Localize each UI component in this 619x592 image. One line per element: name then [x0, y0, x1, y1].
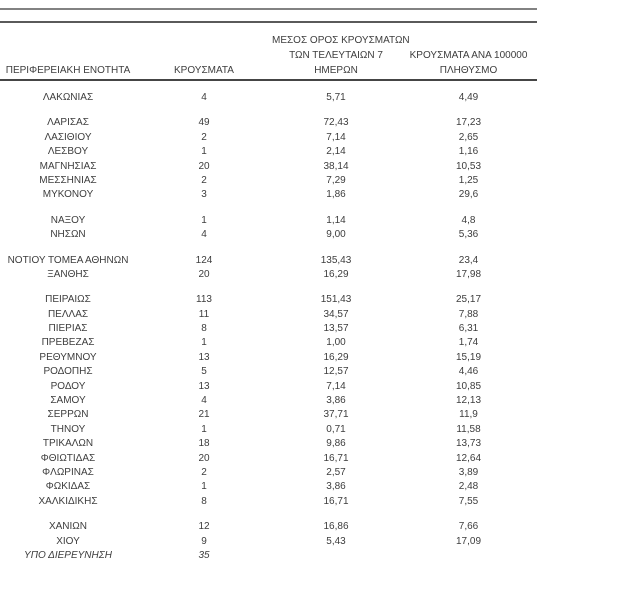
cases-value: 1: [201, 423, 207, 435]
per100k-value: 7,88: [458, 308, 479, 320]
avg7-value: 16,71: [323, 452, 349, 464]
region-name: ΛΕΣΒΟΥ: [47, 146, 89, 158]
table-row: [0, 549, 537, 563]
cases-value: 3: [201, 189, 207, 201]
top-rule-thick: [0, 21, 537, 23]
avg7-value: 72,43: [323, 117, 349, 129]
header-avg-7-days-line3: ΗΜΕΡΩΝ: [314, 65, 358, 76]
region-name: ΧΑΛΚΙΔΙΚΗΣ: [38, 495, 98, 507]
header-cases-per-100k-line2: ΠΛΗΘΥΣΜΟ: [439, 65, 498, 76]
avg7-value: 13,57: [323, 323, 349, 335]
table-row: [0, 365, 537, 379]
table-header-row: [0, 30, 537, 78]
avg7-value: 16,29: [323, 351, 349, 363]
table-row: [0, 268, 537, 282]
table-row: [0, 394, 537, 408]
avg7-value: 2,57: [326, 466, 346, 478]
cases-value: 4: [201, 92, 207, 103]
per100k-value: 11,9: [459, 409, 478, 421]
header-avg-7-days: [272, 33, 410, 78]
per100k-value: 12,64: [455, 452, 482, 464]
region-name: ΠΕΙΡΑΙΩΣ: [45, 294, 91, 306]
per100k-value: 10,85: [455, 380, 482, 392]
cases-value: 8: [201, 323, 207, 335]
table-row: [0, 336, 537, 350]
per100k-value: 25,17: [455, 294, 482, 306]
avg7-value: 34,57: [323, 308, 349, 320]
header-regional-unit-label: ΠΕΡΙΦΕΡΕΙΑΚΗ ΕΝΟΤΗΤΑ: [5, 65, 131, 76]
region-name: ΧΙΟΥ: [56, 535, 80, 547]
region-name: ΤΗΝΟΥ: [50, 423, 86, 435]
table-row: [0, 380, 537, 394]
per100k-value: 17,09: [455, 535, 482, 547]
table-row: [0, 520, 537, 534]
avg7-value: 3,86: [326, 395, 346, 407]
cases-value: 1: [201, 481, 207, 493]
per100k-value: 4,46: [458, 366, 479, 378]
cases-value: 21: [198, 409, 210, 421]
cases-value: 1: [201, 146, 207, 158]
per100k-value: 1,25: [458, 174, 479, 186]
cases-value: 13: [198, 380, 210, 392]
cases-value: 4: [201, 229, 207, 241]
per100k-value: 7,66: [458, 521, 479, 533]
region-name: ΣΕΡΡΩΝ: [47, 409, 89, 421]
table-row: [0, 116, 537, 130]
group-spacer: [0, 243, 537, 254]
avg7-value: 0,71: [326, 423, 346, 435]
region-name: ΤΡΙΚΑΛΩΝ: [42, 438, 94, 450]
avg7-value: 38,14: [323, 160, 349, 172]
table-row: [0, 408, 537, 422]
header-cases-label: ΚΡΟΥΣΜΑΤΑ: [174, 65, 234, 76]
table-row: [0, 293, 537, 307]
per100k-value: 2,48: [458, 481, 479, 493]
table-row: [0, 535, 537, 549]
table-body: [0, 81, 537, 563]
table-row: [0, 145, 537, 159]
region-name: ΠΕΛΛΑΣ: [47, 308, 89, 320]
region-name: ΝΟΤΙΟΥ ΤΟΜΕΑ ΑΘΗΝΩΝ: [7, 254, 129, 266]
per100k-value: 15,19: [455, 351, 482, 363]
per100k-value: 6,31: [458, 323, 479, 335]
header-regional-unit: [0, 63, 136, 78]
cases-value: 49: [198, 117, 210, 129]
per100k-value: 1,74: [458, 337, 479, 349]
per100k-value: 4,49: [458, 92, 479, 103]
avg7-value: 2,14: [326, 146, 346, 158]
cases-value: 11: [198, 308, 210, 320]
avg7-value: 1,00: [326, 337, 346, 349]
region-name: ΡΕΘΥΜΝΟΥ: [39, 351, 97, 363]
avg7-value: 151,43: [320, 294, 352, 306]
table-row: [0, 174, 537, 188]
region-name: ΜΥΚΟΝΟΥ: [42, 189, 94, 201]
avg7-value: 37,71: [323, 409, 349, 421]
avg7-value: 5,71: [326, 92, 346, 103]
per100k-value: 11,58: [456, 423, 481, 435]
per100k-value: 10,53: [455, 160, 482, 172]
region-name: ΡΟΔΟΠΗΣ: [43, 366, 93, 378]
avg7-value: 7,29: [326, 174, 346, 186]
table-row: [0, 437, 537, 451]
per100k-value: 23,4: [458, 254, 479, 266]
cases-value: 13: [198, 351, 210, 363]
region-name: ΡΟΔΟΥ: [50, 380, 86, 392]
region-name: ΝΑΞΟΥ: [50, 214, 86, 226]
region-name: ΛΑΣΙΘΙΟΥ: [44, 131, 92, 143]
top-rule-thin: [0, 8, 537, 10]
per100k-value: 1,16: [458, 146, 479, 158]
avg7-value: 12,57: [323, 366, 349, 378]
region-name: ΞΑΝΘΗΣ: [47, 268, 89, 280]
table-row: [0, 91, 537, 105]
per100k-value: 13,73: [455, 438, 482, 450]
region-name: ΠΡΕΒΕΖΑΣ: [41, 337, 95, 349]
avg7-value: 9,86: [326, 438, 346, 450]
cases-value: 1: [201, 337, 207, 349]
avg7-value: 16,86: [323, 521, 349, 533]
table-row: [0, 351, 537, 365]
per100k-value: 7,55: [458, 495, 479, 507]
per100k-value: 5,36: [458, 229, 479, 241]
region-name: ΦΩΚΙΔΑΣ: [45, 481, 91, 493]
avg7-value: 16,71: [323, 495, 349, 507]
cases-value: 18: [198, 438, 210, 450]
avg7-value: 7,14: [326, 131, 346, 143]
group-spacer: [0, 203, 537, 214]
cases-value: 4: [201, 395, 207, 407]
region-name: ΜΕΣΣΗΝΙΑΣ: [39, 174, 97, 186]
table-row: [0, 254, 537, 268]
cases-value: 113: [196, 294, 212, 306]
table-row: [0, 131, 537, 145]
header-avg-7-days-line2: ΤΩΝ ΤΕΛΕΥΤΑΙΩΝ 7: [289, 50, 383, 61]
table-row: [0, 452, 537, 466]
per100k-value: 29,6: [458, 189, 479, 201]
region-name: ΛΑΚΩΝΙΑΣ: [42, 92, 94, 103]
table-row: [0, 480, 537, 494]
cases-value: 2: [201, 131, 207, 143]
avg7-value: 1,14: [326, 214, 346, 226]
region-name: ΛΑΡΙΣΑΣ: [47, 117, 89, 129]
header-cases: [136, 63, 272, 78]
avg7-value: 9,00: [326, 229, 346, 241]
avg7-value: 7,14: [326, 380, 346, 392]
avg7-value: 5,43: [326, 535, 346, 547]
avg7-value: 3,86: [326, 481, 346, 493]
table-row: [0, 423, 537, 437]
cases-value: 35: [198, 549, 210, 561]
cases-value: 5: [201, 366, 207, 378]
region-name: ΥΠΟ ΔΙΕΡΕΥΝΗΣΗ: [24, 549, 112, 561]
per100k-value: 17,98: [455, 268, 482, 280]
cases-value: 20: [198, 268, 210, 280]
table-row: [0, 214, 537, 228]
cases-value: 2: [201, 466, 207, 478]
cases-value: 124: [195, 254, 213, 266]
per100k-value: 4,8: [461, 214, 476, 226]
header-avg-7-days-line1: ΜΕΣΟΣ ΟΡΟΣ ΚΡΟΥΣΜΑΤΩΝ: [272, 35, 410, 46]
table-row: [0, 466, 537, 480]
avg7-value: 1,86: [326, 189, 346, 201]
group-spacer: [0, 509, 537, 520]
group-spacer: [0, 105, 537, 116]
cases-value: 20: [198, 160, 210, 172]
table-row: [0, 308, 537, 322]
region-name: ΧΑΝΙΩΝ: [48, 521, 88, 533]
table-row: [0, 160, 537, 174]
header-cases-per-100k-line1: ΚΡΟΥΣΜΑΤΑ ΑΝΑ 100000: [409, 50, 528, 61]
region-name: ΦΛΩΡΙΝΑΣ: [42, 466, 94, 478]
per100k-value: 3,89: [458, 466, 479, 478]
cases-value: 9: [201, 535, 207, 547]
per100k-value: 17,23: [455, 117, 482, 129]
table-row: [0, 495, 537, 509]
cases-value: 1: [201, 214, 207, 226]
region-name: ΣΑΜΟΥ: [50, 395, 86, 407]
avg7-value: 135,43: [320, 254, 352, 266]
table-row: [0, 322, 537, 336]
region-name: ΜΑΓΝΗΣΙΑΣ: [39, 160, 97, 172]
table-row: [0, 228, 537, 242]
cases-value: 8: [201, 495, 207, 507]
cases-value: 2: [201, 174, 207, 186]
group-spacer: [0, 282, 537, 293]
header-cases-per-100k: [400, 48, 537, 78]
cases-value: 20: [198, 452, 210, 464]
region-name: ΦΘΙΩΤΙΔΑΣ: [40, 452, 96, 464]
per100k-value: 2,65: [458, 131, 479, 143]
table-row: [0, 188, 537, 202]
avg7-value: 16,29: [323, 268, 349, 280]
per100k-value: 12,13: [455, 395, 482, 407]
region-name: ΝΗΣΩΝ: [50, 229, 86, 241]
cases-value: 12: [198, 521, 210, 533]
region-name: ΠΙΕΡΙΑΣ: [48, 323, 88, 335]
